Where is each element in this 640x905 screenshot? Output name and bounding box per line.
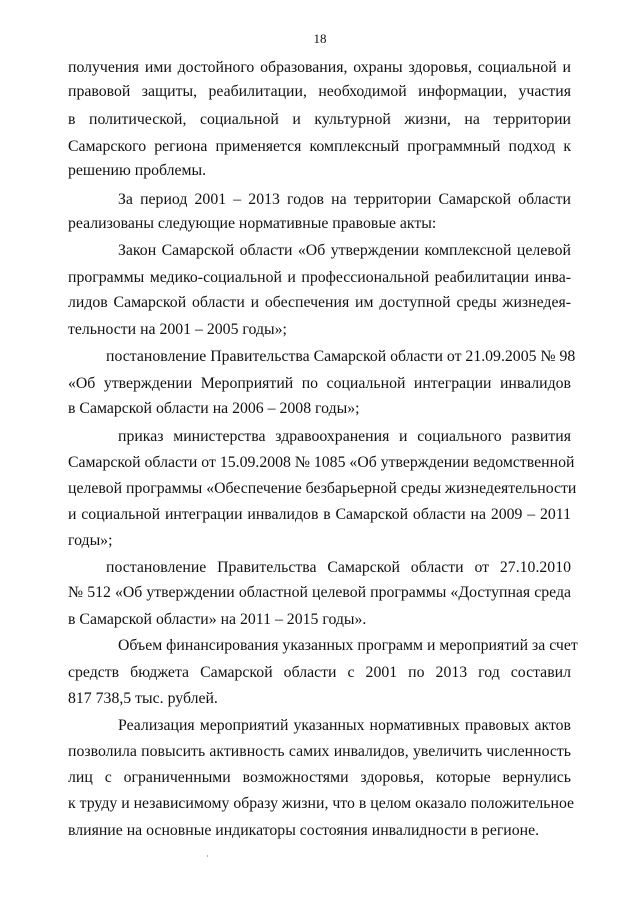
text-line: лидов Самарской области и обеспечения им доступной среды жизнедея-	[68, 294, 571, 311]
text-line: постановление Правительства Самарской области от 27.10.2010	[106, 559, 571, 576]
text-line: в Самарской области на 2006 – 2008 годы»;	[68, 400, 360, 417]
text-line: Самарского региона применяется комплексный программный подход к	[68, 138, 571, 155]
text-line: лиц с ограниченными возможностями здоровья, которые вернулись	[68, 769, 571, 786]
page-number: 18	[313, 31, 327, 46]
text-line: тельности на 2001 – 2005 годы»;	[68, 321, 287, 338]
text-line: № 512 «Об утверждении областной целевой программы «Доступная среда	[68, 584, 571, 601]
text-line: реализованы следующие нормативные правовые акты:	[68, 215, 437, 232]
text-line: целевой программы «Обеспечение безбарьерной среды жизнедеятельности	[68, 480, 577, 497]
text-line: к труду и независимому образу жизни, что в целом оказало положительное	[68, 795, 575, 812]
scan-speck	[207, 855, 208, 857]
text-line: программы медико-социальной и профессиональной реабилитации инва-	[68, 269, 571, 286]
text-line: позволила повысить активность самих инвалидов, увеличить численность	[68, 743, 571, 760]
text-line: Самарской области от 15.09.2008 № 1085 «Об утверждении ведомственной	[68, 454, 575, 471]
text-line: Объем финансирования указанных программ и мероприятий за счет	[118, 637, 578, 654]
text-line: решению проблемы.	[68, 162, 207, 179]
text-line: влияние на основные индикаторы состояния инвалидности в регионе.	[68, 822, 540, 839]
text-line: приказ министерства здравоохранения и социального развития	[118, 428, 571, 445]
text-line: и социальной интеграции инвалидов в Самарской области на 2009 – 2011	[68, 506, 571, 523]
text-line: 817 738,5 тыс. рублей.	[68, 690, 218, 707]
text-line: Закон Самарской области «Об утверждении комплексной целевой	[118, 242, 571, 259]
text-line: правовой защиты, реабилитации, необходимой информации, участия	[68, 83, 571, 100]
text-line: «Об утверждении Мероприятий по социальной интеграции инвалидов	[68, 375, 571, 392]
text-line: За период 2001 – 2013 годов на территории Самарской области	[118, 191, 571, 208]
text-line: в Самарской области» на 2011 – 2015 годы».	[68, 611, 367, 628]
text-line: Реализация мероприятий указанных нормативных правовых актов	[118, 717, 571, 734]
text-line: в политической, социальной и культурной жизни, на территории	[68, 111, 571, 128]
text-line: получения ими достойного образования, охраны здоровья, социальной и	[68, 59, 571, 76]
text-line: годы»;	[68, 532, 113, 549]
text-line: средств бюджета Самарской области с 2001 по 2013 год составил	[68, 664, 571, 681]
text-line: постановление Правительства Самарской области от 21.09.2005 № 98	[106, 348, 576, 365]
